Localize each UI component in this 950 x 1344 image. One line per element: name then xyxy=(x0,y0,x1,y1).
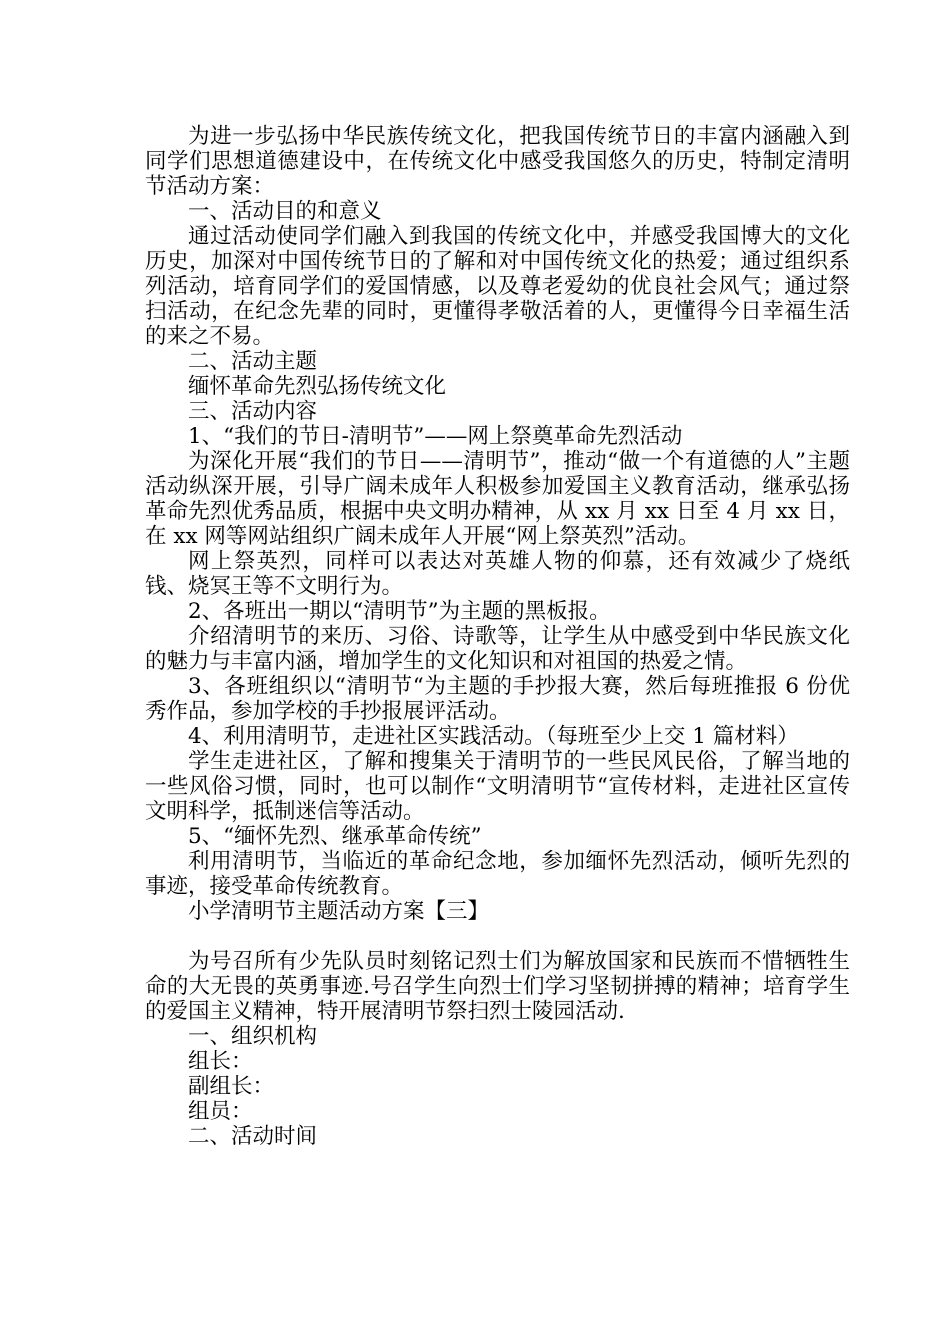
item-4-paragraph: 学生走进社区，了解和搜集关于清明节的一些民风民俗，了解当地的一些风俗习惯，同时，也可以制作“文明清明节“宣传材料，走进社区宣传文明科学，抵制迷信等活动。 xyxy=(145,749,850,824)
intro-paragraph: 为进一步弘扬中华民族传统文化，把我国传统节日的丰富内涵融入到同学们思想道德建设中，在传统文化中感受我国悠久的历史，特制定清明节活动方案： xyxy=(145,124,850,199)
deputy-leader-line: 副组长： xyxy=(188,1074,275,1099)
document-body xyxy=(145,124,850,1149)
item-1-paragraph: 为深化开展“我们的节日——清明节”，推动“做一个有道德的人”主题活动纵深开展，引导广阔未成年人积极参加爱国主义教育活动，继承弘扬革命先烈优秀品质，根据中央文明办精神，从 xx 月 xx 日至 4 月 xx 日，在 xx 网等网站组织广阔未成年人开展“网上祭英烈”活动。 xyxy=(145,449,850,549)
item-5-paragraph: 利用清明节，当临近的革命纪念地，参加缅怀先烈活动，倾听先烈的事迹，接受革命传统教育。 xyxy=(145,849,850,899)
item-4-heading: 4、利用清明节，走进社区实践活动。（每班至少上交 1 篇材料） xyxy=(188,724,799,749)
item-1-heading: 1、“我们的节日-清明节”——网上祭奠革命先烈活动 xyxy=(188,424,683,449)
section-heading-time: 二、活动时间 xyxy=(188,1124,318,1149)
blank-line xyxy=(145,924,850,949)
plan-three-intro: 为号召所有少先队员时刻铭记烈士们为解放国家和民族而不惜牺牲生命的大无畏的英勇事迹.号召学生向烈士们学习坚韧拼搏的精神；培育学生的爱国主义精神，特开展清明节祭扫烈士陵园活动. xyxy=(145,949,850,1024)
item-2-heading: 2、各班出一期以“清明节”为主题的黑板报。 xyxy=(188,599,611,624)
item-1-paragraph-2: 网上祭英烈，同样可以表达对英雄人物的仰慕，还有效减少了烧纸钱、烧冥王等不文明行为。 xyxy=(145,549,850,599)
section-heading-content: 三、活动内容 xyxy=(188,399,318,424)
section-heading-organization: 一、组织机构 xyxy=(188,1024,318,1049)
purpose-paragraph: 通过活动使同学们融入到我国的传统文化中，并感受我国博大的文化历史，加深对中国传统节日的了解和对中国传统文化的热爱；通过组织系列活动，培育同学们的爱国情感，以及尊老爱幼的优良社会风气；通过祭扫活动，在纪念先辈的同时，更懂得孝敬活着的人，更懂得今日幸福生活的来之不易。 xyxy=(145,224,850,349)
item-3-paragraph: 3、各班组织以“清明节“为主题的手抄报大赛，然后每班推报 6 份优秀作品，参加学校的手抄报展评活动。 xyxy=(145,674,850,724)
leader-line: 组长： xyxy=(188,1049,253,1074)
item-5-heading: 5、“缅怀先烈、继承革命传统” xyxy=(188,824,482,849)
item-2-paragraph: 介绍清明节的来历、习俗、诗歌等，让学生从中感受到中华民族文化的魅力与丰富内涵，增加学生的文化知识和对祖国的热爱之情。 xyxy=(145,624,850,674)
members-line: 组员： xyxy=(188,1099,253,1124)
plan-three-title: 小学清明节主题活动方案【三】 xyxy=(188,899,490,924)
section-heading-purpose: 一、活动目的和意义 xyxy=(188,199,382,224)
section-heading-theme: 二、活动主题 xyxy=(188,349,318,374)
theme-text: 缅怀革命先烈弘扬传统文化 xyxy=(188,374,447,399)
